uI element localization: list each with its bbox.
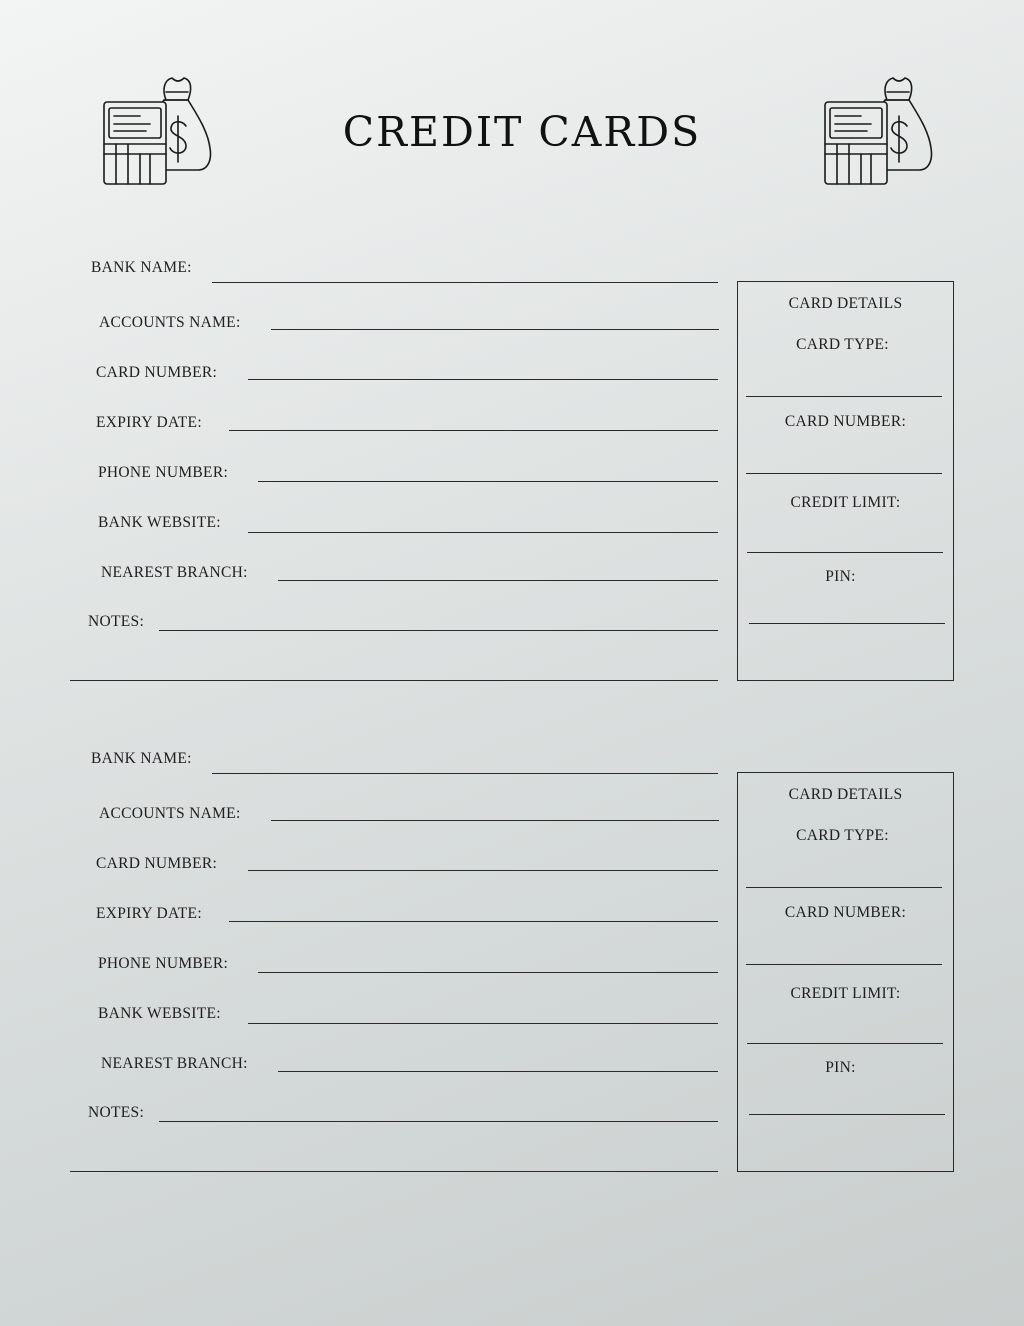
- bank-money-bag-icon: [821, 74, 933, 186]
- page-title: CREDIT CARDS: [342, 108, 702, 156]
- card-details-card-number-label: CARD NUMBER:: [784, 413, 907, 430]
- expiry-date-field[interactable]: [229, 430, 718, 431]
- bank-name-field[interactable]: [212, 282, 718, 283]
- credit-limit-label: CREDIT LIMIT:: [790, 494, 901, 511]
- expiry-date-label: EXPIRY DATE:: [96, 414, 202, 431]
- card-details-heading: CARD DETAILS: [788, 786, 903, 803]
- phone-number-label: PHONE NUMBER:: [98, 955, 229, 972]
- accounts-name-label: ACCOUNTS NAME:: [99, 314, 241, 331]
- nearest-branch-label: NEAREST BRANCH:: [101, 1055, 248, 1072]
- notes-field[interactable]: [159, 1121, 718, 1122]
- nearest-branch-field[interactable]: [278, 1071, 718, 1072]
- notes-field-extra-line[interactable]: [70, 680, 718, 681]
- card-details-card-number-field[interactable]: [746, 473, 942, 474]
- credit-limit-field[interactable]: [747, 552, 943, 553]
- expiry-date-label: EXPIRY DATE:: [96, 905, 202, 922]
- nearest-branch-label: NEAREST BRANCH:: [101, 564, 248, 581]
- bank-website-field[interactable]: [248, 1023, 718, 1024]
- card-type-label: CARD TYPE:: [796, 336, 889, 353]
- card-number-field[interactable]: [248, 870, 718, 871]
- card-details-heading: CARD DETAILS: [788, 295, 903, 312]
- accounts-name-label: ACCOUNTS NAME:: [99, 805, 241, 822]
- credit-card-section-1: [0, 250, 1024, 690]
- credit-card-section-2: [0, 741, 1024, 1181]
- notes-field-extra-line[interactable]: [70, 1171, 718, 1172]
- notes-label: NOTES:: [88, 1104, 145, 1121]
- bank-website-field[interactable]: [248, 532, 718, 533]
- card-details-card-number-field[interactable]: [746, 964, 942, 965]
- accounts-name-field[interactable]: [271, 820, 719, 821]
- bank-website-label: BANK WEBSITE:: [98, 514, 221, 531]
- pin-label: PIN:: [825, 568, 856, 585]
- pin-field[interactable]: [749, 1114, 945, 1115]
- card-number-label: CARD NUMBER:: [96, 855, 218, 872]
- accounts-name-field[interactable]: [271, 329, 719, 330]
- card-number-label: CARD NUMBER:: [96, 364, 218, 381]
- credit-limit-label: CREDIT LIMIT:: [790, 985, 901, 1002]
- card-type-field[interactable]: [746, 887, 942, 888]
- credit-limit-field[interactable]: [747, 1043, 943, 1044]
- notes-field[interactable]: [159, 630, 718, 631]
- card-type-label: CARD TYPE:: [796, 827, 889, 844]
- pin-field[interactable]: [749, 623, 945, 624]
- bank-name-field[interactable]: [212, 773, 718, 774]
- pin-label: PIN:: [825, 1059, 856, 1076]
- bank-website-label: BANK WEBSITE:: [98, 1005, 221, 1022]
- bank-name-label: BANK NAME:: [91, 259, 192, 276]
- notes-label: NOTES:: [88, 613, 145, 630]
- phone-number-label: PHONE NUMBER:: [98, 464, 229, 481]
- card-details-card-number-label: CARD NUMBER:: [784, 904, 907, 921]
- bank-money-bag-icon: [100, 74, 212, 186]
- nearest-branch-field[interactable]: [278, 580, 718, 581]
- card-type-field[interactable]: [746, 396, 942, 397]
- phone-number-field[interactable]: [258, 972, 718, 973]
- bank-name-label: BANK NAME:: [91, 750, 192, 767]
- card-number-field[interactable]: [248, 379, 718, 380]
- expiry-date-field[interactable]: [229, 921, 718, 922]
- phone-number-field[interactable]: [258, 481, 718, 482]
